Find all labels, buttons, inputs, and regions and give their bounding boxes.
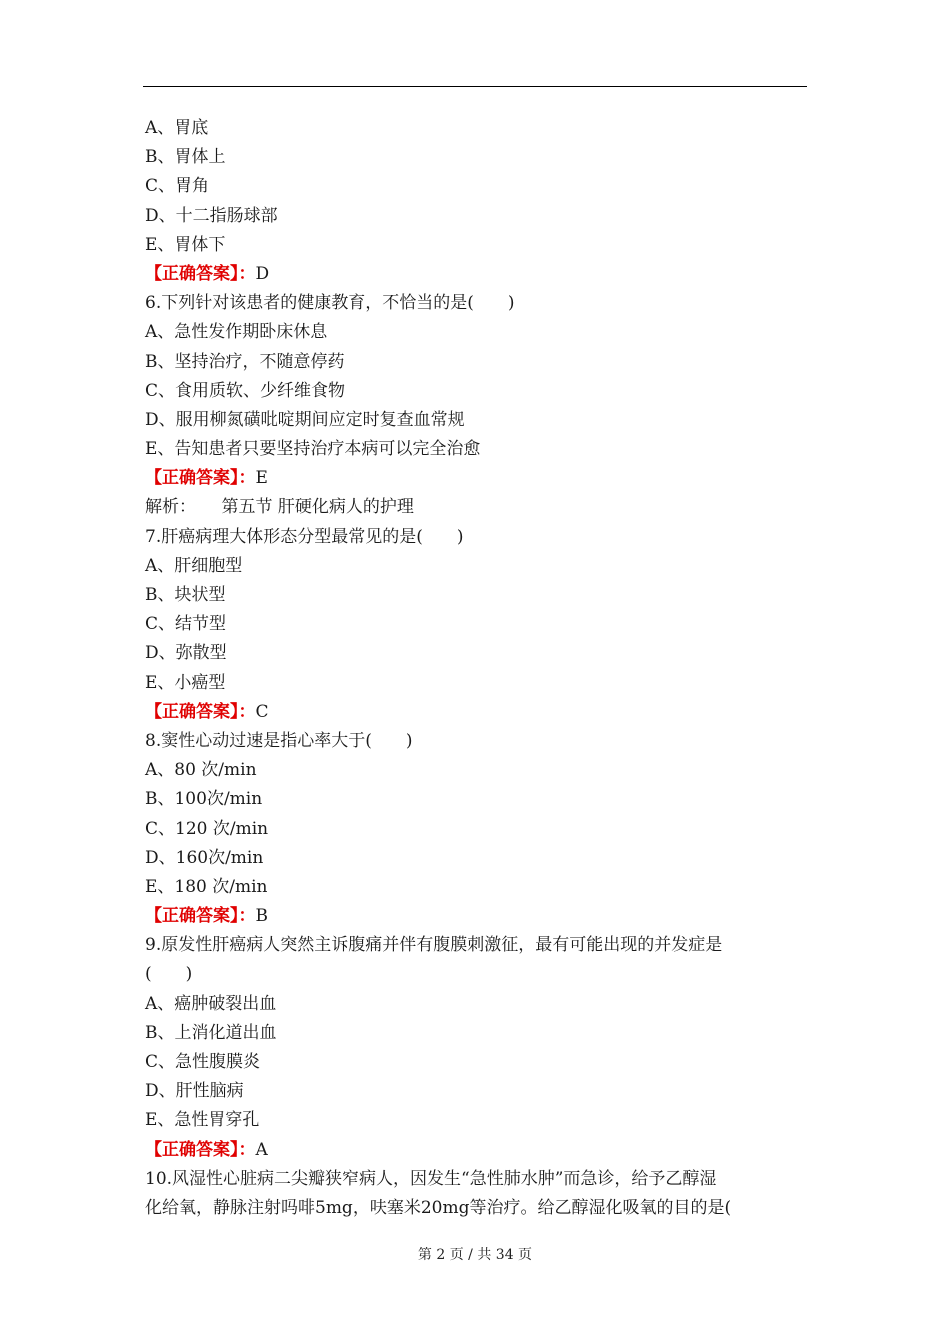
text-line: 7.肝癌病理大体形态分型最常见的是( )	[145, 526, 464, 547]
text-line: C、120 次/min	[145, 818, 269, 839]
correct-answer	[145, 464, 810, 493]
text-line: 化给氧，静脉注射吗啡5mg，呋塞米20mg等治疗。给乙醇湿化吸氧的目的是(	[145, 1197, 732, 1218]
header-rule	[143, 86, 807, 87]
text-line: E、胃体下	[145, 234, 226, 255]
text-line: C、急性腹膜炎	[145, 1052, 261, 1072]
text-line: ( )	[145, 964, 193, 985]
answer-label: 【正确答案】：	[145, 701, 256, 722]
answer-label: 【正确答案】：	[145, 263, 256, 284]
answer-label: 【正确答案】：	[145, 1139, 256, 1160]
text-line: 8.窦性心动过速是指心率大于( )	[145, 730, 413, 751]
text-line: A、胃底	[145, 118, 209, 138]
answer-value: E	[255, 468, 268, 489]
answer-value: B	[255, 906, 268, 927]
correct-answer	[145, 260, 810, 289]
text-line: E、小癌型	[145, 672, 226, 693]
correct-answer	[145, 902, 810, 931]
text-line: C、食用质软、少纤维食物	[145, 380, 346, 401]
text-line: D、160次/min	[145, 847, 264, 868]
text-line: C、结节型	[145, 614, 227, 635]
text-line: B、坚持治疗，不随意停药	[145, 351, 345, 372]
text-line: B、胃体上	[145, 147, 226, 168]
answer-label: 【正确答案】：	[145, 906, 256, 927]
text-line: D、服用柳氮磺吡啶期间应定时复查血常规	[145, 409, 465, 430]
text-line: E、180 次/min	[145, 876, 268, 897]
page-footer: 第 2 页 / 共 34 页	[417, 1247, 533, 1263]
text-line: B、100次/min	[145, 789, 263, 810]
text-line: D、肝性脑病	[145, 1081, 244, 1102]
text-line: E、告知患者只要坚持治疗本病可以完全治愈	[145, 439, 481, 460]
text-line: A、急性发作期卧床休息	[145, 322, 328, 343]
text-line: C、胃角	[145, 176, 210, 197]
answer-value: D	[255, 263, 270, 284]
text-line: A、癌肿破裂出血	[145, 993, 277, 1014]
text-line: A、80 次/min	[145, 760, 257, 781]
answer-value: A	[255, 1139, 268, 1160]
answer-value: C	[255, 701, 269, 722]
correct-answer	[145, 698, 810, 727]
text-line: 9.原发性肝癌病人突然主诉腹痛并伴有腹膜刺激征，最有可能出现的并发症是	[145, 935, 723, 956]
document-body	[145, 114, 810, 1223]
text-line: 解析： 第五节 肝硬化病人的护理	[145, 497, 414, 518]
text-line: E、急性胃穿孔	[145, 1110, 260, 1131]
text-line: D、弥散型	[145, 643, 227, 664]
answer-label: 【正确答案】：	[145, 468, 256, 489]
text-line: 10.风湿性心脏病二尖瓣狭窄病人，因发生“急性肺水肿”而急诊，给予乙醇湿	[145, 1168, 717, 1189]
correct-answer	[145, 1136, 810, 1165]
text-line: A、肝细胞型	[145, 555, 243, 576]
text-line: D、十二指肠球部	[145, 205, 278, 226]
text-line: B、块状型	[145, 585, 226, 605]
text-line: 6.下列针对该患者的健康教育，不恰当的是( )	[145, 293, 515, 314]
text-line: B、上消化道出血	[145, 1022, 277, 1043]
